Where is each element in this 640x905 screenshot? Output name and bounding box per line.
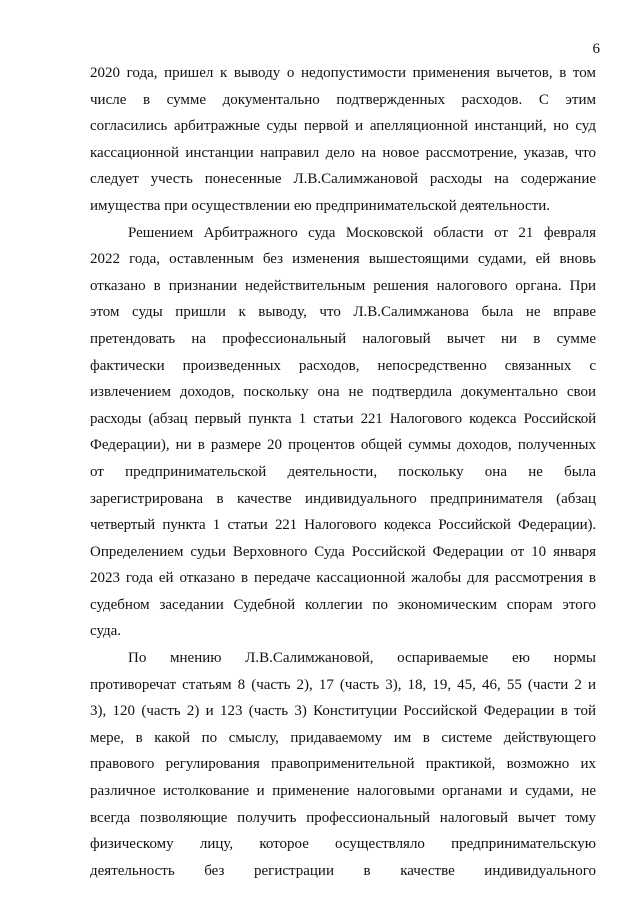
page-number: 6 bbox=[592, 41, 600, 57]
text-line: деятельность без регистрации в качестве индивидуального bbox=[90, 862, 596, 879]
text-line: мере, в какой по смыслу, придаваемому им в системе действующего bbox=[90, 729, 596, 746]
text-line: По мнению Л.В.Салимжановой, оспариваемые ею нормы bbox=[128, 650, 596, 667]
paragraph-2 bbox=[90, 220, 596, 646]
text-line: извлечением доходов, поскольку она не подтвердила документально свои bbox=[90, 384, 596, 401]
text-line: 2022 года, оставленным без изменения вышестоящими судами, ей вновь bbox=[90, 251, 596, 268]
text-line: Решением Арбитражного суда Московской области от 21 февраля bbox=[128, 224, 596, 241]
text-line: отказано в признании недействительным решения налогового органа. При bbox=[90, 277, 596, 294]
text-line: согласились арбитражные суды первой и апелляционной инстанций, но суд bbox=[90, 118, 596, 135]
text-line: Федерации), ни в размере 20 процентов общей суммы доходов, полученных bbox=[90, 437, 596, 454]
text-line: противоречат статьям 8 (часть 2), 17 (часть 3), 18, 19, 45, 46, 55 (части 2 и bbox=[90, 676, 596, 693]
text-line: числе в сумме документально подтвержденных расходов. С этим bbox=[90, 91, 596, 108]
document-body bbox=[90, 60, 596, 884]
text-line: различное истолкование и применение налоговыми органами и судами, не bbox=[90, 783, 596, 800]
text-line: фактически произведенных расходов, непосредственно связанных с bbox=[90, 357, 596, 374]
text-line: всегда позволяющие получить профессиональный налоговый вычет тому bbox=[90, 809, 596, 826]
text-line: имущества при осуществлении ею предпринимательской деятельности. bbox=[90, 197, 551, 214]
text-line: следует учесть понесенные Л.В.Салимжановой расходы на содержание bbox=[90, 171, 596, 188]
text-line: зарегистрирована в качестве индивидуального предпринимателя (абзац bbox=[90, 490, 596, 507]
text-line: 3), 120 (часть 2) и 123 (часть 3) Конституции Российской Федерации в той bbox=[90, 703, 596, 720]
text-line: этом суды пришли к выводу, что Л.В.Салимжанова была не вправе bbox=[90, 304, 596, 321]
text-line: суда. bbox=[90, 623, 122, 640]
text-line: расходы (абзац первый пункта 1 статьи 221 Налогового кодекса Российской bbox=[90, 410, 596, 427]
text-line: от предпринимательской деятельности, поскольку она не была bbox=[90, 463, 596, 480]
text-line: четвертый пункта 1 статьи 221 Налогового кодекса Российской Федерации). bbox=[90, 517, 596, 534]
text-line: кассационной инстанции направил дело на новое рассмотрение, указав, что bbox=[90, 144, 596, 161]
text-line: правового регулирования правоприменительной практикой, возможно их bbox=[90, 756, 596, 773]
text-line: физическому лицу, которое осуществляло предпринимательскую bbox=[90, 836, 596, 853]
text-line: претендовать на профессиональный налоговый вычет ни в сумме bbox=[90, 330, 596, 347]
paragraph-3 bbox=[90, 645, 596, 884]
text-line: 2023 года ей отказано в передаче кассационной жалобы для рассмотрения в bbox=[90, 570, 596, 587]
paragraph-1 bbox=[90, 60, 596, 220]
text-line: судебном заседании Судебной коллегии по экономическим спорам этого bbox=[90, 596, 596, 613]
text-line: 2020 года, пришел к выводу о недопустимости применения вычетов, в том bbox=[90, 65, 596, 81]
text-line: Определением судьи Верховного Суда Российской Федерации от 10 января bbox=[90, 543, 596, 560]
